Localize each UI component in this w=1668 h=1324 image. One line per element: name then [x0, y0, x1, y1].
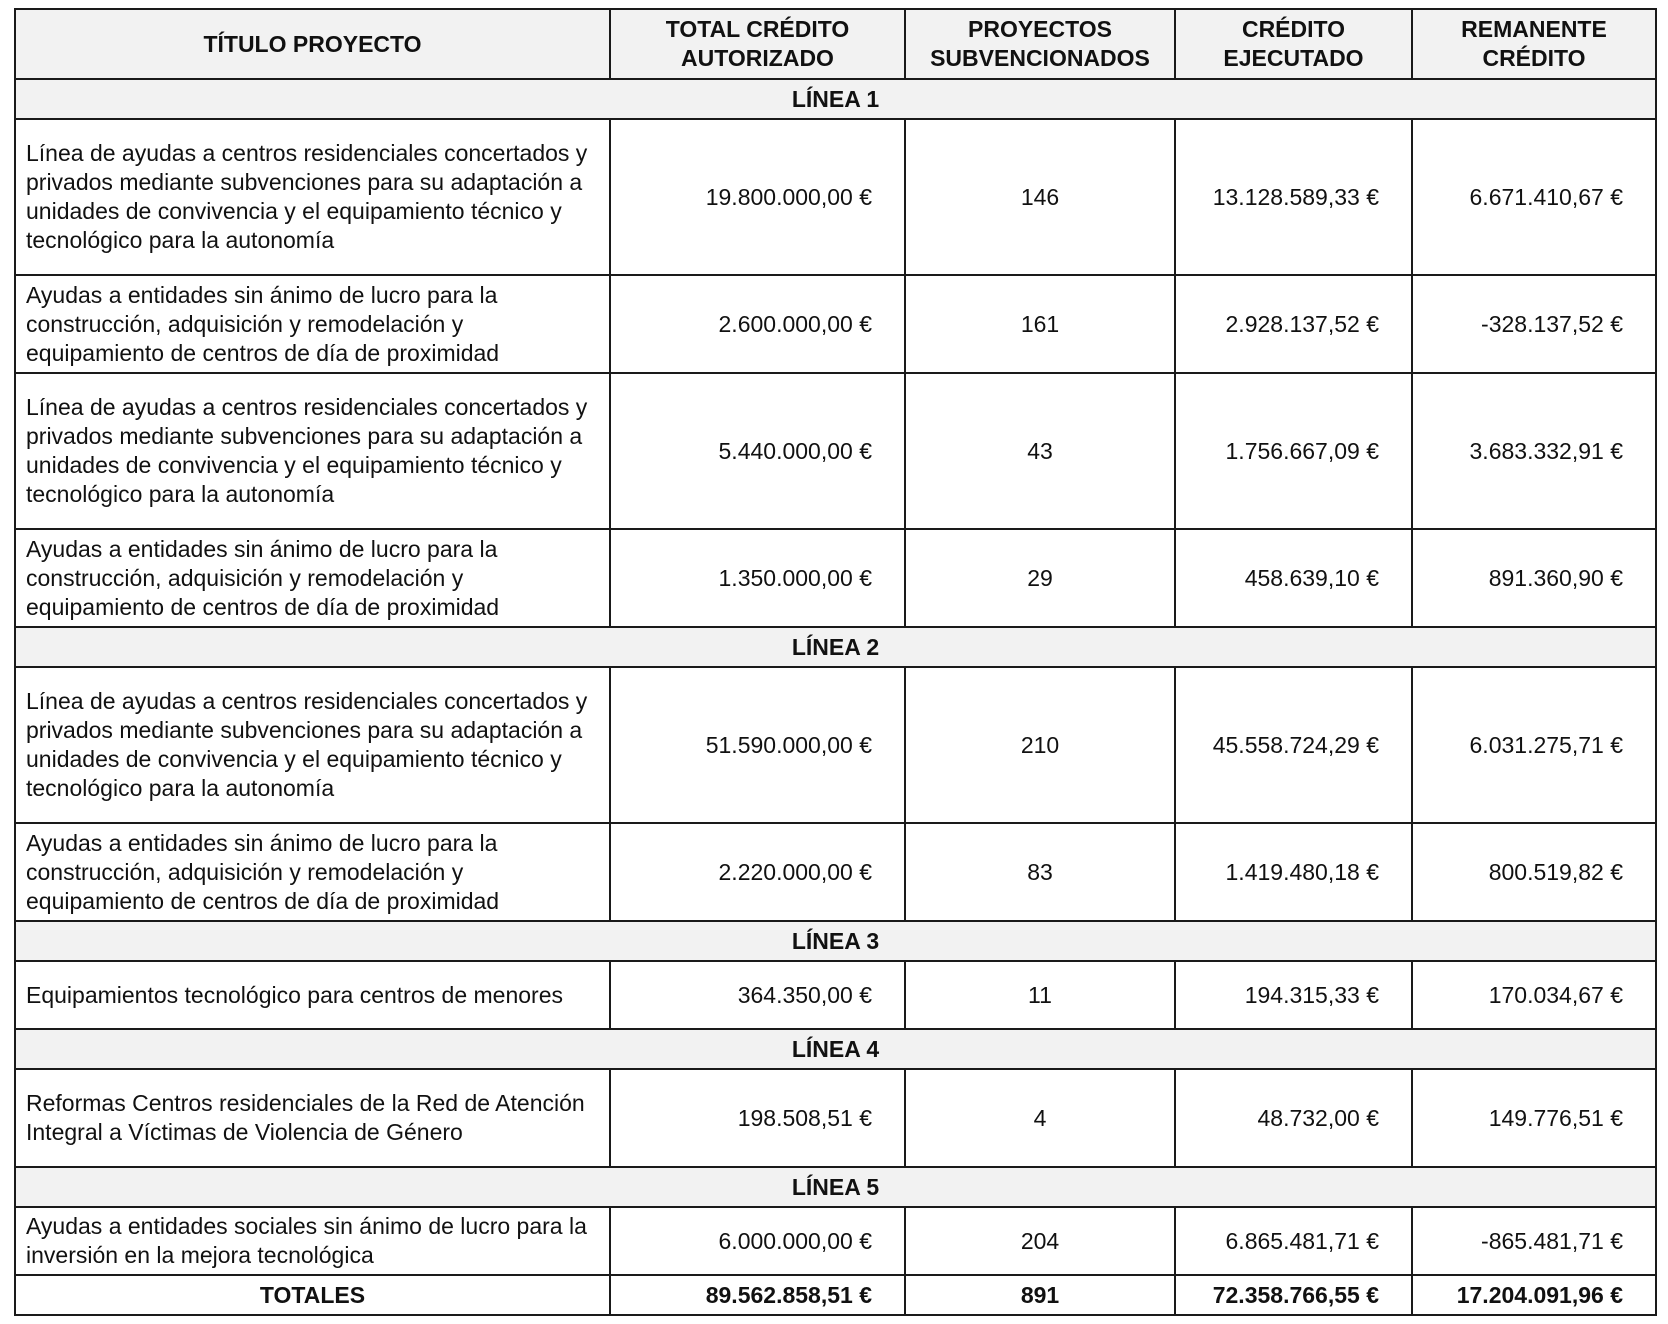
- header-titulo: TÍTULO PROYECTO: [15, 9, 610, 79]
- remaining-credit: 891.360,90 €: [1412, 529, 1656, 627]
- project-title: Línea de ayudas a centros residenciales concertados y privados mediante subvenciones para su adaptación a unidades de convivencia y el equipamiento técnico y tecnológico para la autonomía: [15, 373, 610, 529]
- projects-count: 83: [905, 823, 1175, 921]
- total-credit: 1.350.000,00 €: [610, 529, 905, 627]
- total-credit: 2.600.000,00 €: [610, 275, 905, 373]
- executed-credit: 45.558.724,29 €: [1175, 667, 1412, 823]
- executed-credit: 458.639,10 €: [1175, 529, 1412, 627]
- remaining-credit: 800.519,82 €: [1412, 823, 1656, 921]
- section-label: LÍNEA 3: [15, 921, 1656, 961]
- table-row: [15, 275, 1656, 373]
- executed-credit: 2.928.137,52 €: [1175, 275, 1412, 373]
- remaining-credit: 6.671.410,67 €: [1412, 119, 1656, 275]
- total-credit: 2.220.000,00 €: [610, 823, 905, 921]
- projects-count: 161: [905, 275, 1175, 373]
- table-row: [15, 119, 1656, 275]
- total-credit: 198.508,51 €: [610, 1069, 905, 1167]
- project-title: Ayudas a entidades sin ánimo de lucro para la construcción, adquisición y remodelación y equipamiento de centros de día de proximidad: [15, 275, 610, 373]
- section-label: LÍNEA 5: [15, 1167, 1656, 1207]
- table-row: [15, 373, 1656, 529]
- credit-table: [14, 8, 1657, 1316]
- projects-count: 204: [905, 1207, 1175, 1275]
- project-title: Reformas Centros residenciales de la Red de Atención Integral a Víctimas de Violencia de Género: [15, 1069, 610, 1167]
- totals-label: TOTALES: [15, 1275, 610, 1315]
- projects-count: 11: [905, 961, 1175, 1029]
- projects-count: 210: [905, 667, 1175, 823]
- table-row: [15, 667, 1656, 823]
- project-title: Línea de ayudas a centros residenciales concertados y privados mediante subvenciones para su adaptación a unidades de convivencia y el equipamiento técnico y tecnológico para la autonomía: [15, 119, 610, 275]
- totals-credit: 89.562.858,51 €: [610, 1275, 905, 1315]
- project-title: Ayudas a entidades sin ánimo de lucro para la construcción, adquisición y remodelación y equipamiento de centros de día de proximidad: [15, 529, 610, 627]
- total-credit: 19.800.000,00 €: [610, 119, 905, 275]
- projects-count: 43: [905, 373, 1175, 529]
- remaining-credit: -865.481,71 €: [1412, 1207, 1656, 1275]
- table-row: [15, 961, 1656, 1029]
- remaining-credit: 3.683.332,91 €: [1412, 373, 1656, 529]
- remaining-credit: 149.776,51 €: [1412, 1069, 1656, 1167]
- totals-executed: 72.358.766,55 €: [1175, 1275, 1412, 1315]
- project-title: Ayudas a entidades sin ánimo de lucro para la construcción, adquisición y remodelación y equipamiento de centros de día de proximidad: [15, 823, 610, 921]
- section-row-linea-1: [15, 79, 1656, 119]
- section-row-linea-4: [15, 1029, 1656, 1069]
- header-total-credito: TOTAL CRÉDITO AUTORIZADO: [610, 9, 905, 79]
- executed-credit: 6.865.481,71 €: [1175, 1207, 1412, 1275]
- executed-credit: 1.419.480,18 €: [1175, 823, 1412, 921]
- section-row-linea-3: [15, 921, 1656, 961]
- section-row-linea-5: [15, 1167, 1656, 1207]
- table-row: [15, 1207, 1656, 1275]
- executed-credit: 194.315,33 €: [1175, 961, 1412, 1029]
- header-remanente: REMANENTE CRÉDITO: [1412, 9, 1656, 79]
- total-credit: 51.590.000,00 €: [610, 667, 905, 823]
- table-row: [15, 529, 1656, 627]
- table-row: [15, 823, 1656, 921]
- section-label: LÍNEA 2: [15, 627, 1656, 667]
- project-title: Equipamientos tecnológico para centros de menores: [15, 961, 610, 1029]
- remaining-credit: -328.137,52 €: [1412, 275, 1656, 373]
- executed-credit: 48.732,00 €: [1175, 1069, 1412, 1167]
- projects-count: 29: [905, 529, 1175, 627]
- section-label: LÍNEA 4: [15, 1029, 1656, 1069]
- project-title: Línea de ayudas a centros residenciales concertados y privados mediante subvenciones para su adaptación a unidades de convivencia y el equipamiento técnico y tecnológico para la autonomía: [15, 667, 610, 823]
- totals-projects: 891: [905, 1275, 1175, 1315]
- remaining-credit: 170.034,67 €: [1412, 961, 1656, 1029]
- total-credit: 364.350,00 €: [610, 961, 905, 1029]
- header-row: [15, 9, 1656, 79]
- projects-count: 4: [905, 1069, 1175, 1167]
- total-credit: 5.440.000,00 €: [610, 373, 905, 529]
- totals-row: [15, 1275, 1656, 1315]
- executed-credit: 13.128.589,33 €: [1175, 119, 1412, 275]
- executed-credit: 1.756.667,09 €: [1175, 373, 1412, 529]
- total-credit: 6.000.000,00 €: [610, 1207, 905, 1275]
- section-row-linea-2: [15, 627, 1656, 667]
- totals-remaining: 17.204.091,96 €: [1412, 1275, 1656, 1315]
- remaining-credit: 6.031.275,71 €: [1412, 667, 1656, 823]
- project-title: Ayudas a entidades sociales sin ánimo de lucro para la inversión en la mejora tecnológica: [15, 1207, 610, 1275]
- section-label: LÍNEA 1: [15, 79, 1656, 119]
- table-row: [15, 1069, 1656, 1167]
- projects-count: 146: [905, 119, 1175, 275]
- header-credito-ejecutado: CRÉDITO EJECUTADO: [1175, 9, 1412, 79]
- header-proyectos: PROYECTOS SUBVENCIONADOS: [905, 9, 1175, 79]
